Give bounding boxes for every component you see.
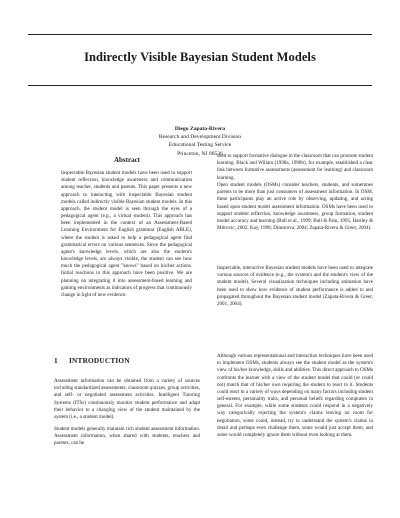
paragraph: Open student models (OSMs) consider teachers, students, and sometimes parents to be more than just consumers of assessment information. In OSM, these participants play an active role by observing, updating, and acting based upon student model assessment information. OSMs have been used to support student reflection, knowledge awareness, group formation, student model accuracy and learning (Bull et al., 1999; Bull & Pain, 1995; Hartley & Mitrovic, 2002; Kay, 1998; Dimitrova, 2004; Zapata-Rivera & Greer, 2004). (217, 182, 373, 232)
section-number: 1 (54, 356, 58, 365)
introduction-body (54, 378, 200, 453)
abstract-text: Inspectable Bayesian student models have been used to support student reflection, knowledge awareness and communication among teacher, students and parents. This paper presents a new approach to interacting with inspectable Bayesian student models called indirectly visible Bayesian student models. In this approach, the student model is seen through the eyes of a pedagogical agent (e.g., a virtual student). This approach has been implemented in the context of an Assessment-Based Learning Environment for English grammar (English ABLE), where the student is asked to help a pedagogical agent find grammatical errors on various sentences. Since the pedagogical agent's knowledge levels, which are also the student's knowledge levels, are always visible, the student can see how much the pedagogical agent "knows" based on his/her actions. Initial reactions to this approach have been positive. We are planning on integrating it into assessment-based learning and gaming environments as indicators of progress that continuously change in light of new evidence. (61, 170, 192, 298)
paragraph: Student models generally maintain rich student assessment information. Assessment information, when shared with students, teachers and parents, can be (54, 426, 200, 447)
section-title: INTRODUCTION (69, 356, 130, 365)
affiliation-line: Research and Development Division (158, 134, 242, 141)
affiliation-line: Educational Testing Service (168, 142, 232, 149)
paper-title: Indirectly Visible Bayesian Student Models (84, 50, 316, 64)
paragraph: used to support formative dialogue in the classroom that can promote student learning. Black and Wiliam (1998a, 1998b), for example, established a clear link between formative assessments (assessment for learning) and classroom learning. (217, 153, 373, 181)
paragraph: Although various representational and interaction techniques have been used to implement OSMs, students always see the student model as the system's view of his/her knowledge, skills and abilities. This direct approach to OSMs confronts the learner with a view of the student model that could (or could not) match that of his/her own requiring the student to react to it. Students could react in a variety of ways depending on many factors including student self-esteem, personality traits, and personal beliefs regarding computers in general. For example, while some students could respond in a negatively way categorically rejecting the system's claims leaving no room for negotiation, some could, instead, try to understand the system's claims in detail and perhaps even challenge them, some would just accept them, and some would completely ignore them without even looking at them. (217, 353, 373, 438)
title-rule-top (28, 34, 372, 35)
paragraph: Inspectable, interactive Bayesian student models have been used to integrate various sources of evidence (e.g., the system's and the student's view of the student model). Several visualization techniques including animation have been used to show how evidence of student performance is added to and propagated throughout the Bayesian student model (Zapata-Rivera & Greer, 2001, 2004). (217, 265, 373, 307)
section-heading (54, 356, 130, 365)
abstract-heading: Abstract (113, 156, 141, 164)
title-rule-bottom (28, 85, 372, 86)
paragraph: Assessment information can be obtained from a variety of sources including standardized assessments, classroom quizzes, group activities, and self- or negotiated assessment activities. Intelligent Tutoring Systems (ITSs) continuously monitor student performance and adapt their behavior to a changing view of the student maintained by the system (i.e., a student model). (54, 378, 200, 420)
author-name: Diego Zapata-Rivera (174, 126, 226, 132)
affiliation-line: Princeton, NJ 08536 (177, 150, 223, 157)
